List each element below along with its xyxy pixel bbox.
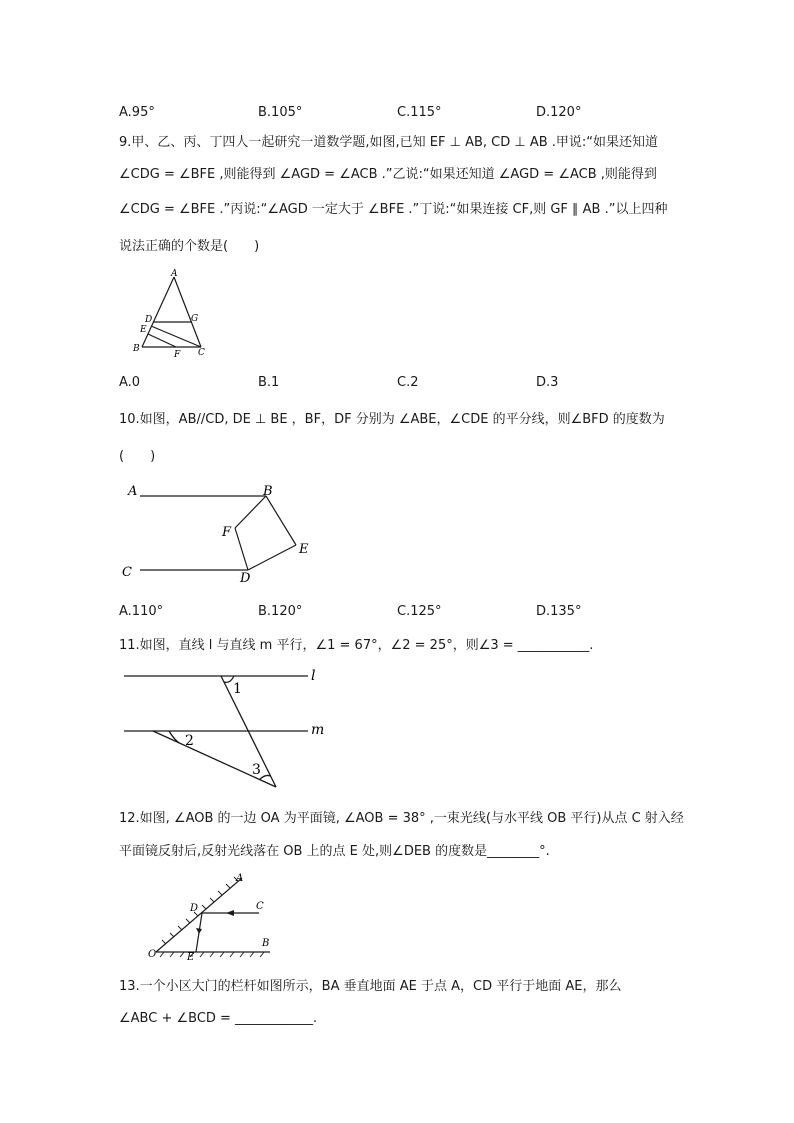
q8-option-c: C.115° xyxy=(397,105,442,120)
q9-label-d: D xyxy=(145,315,153,325)
q10-label-b: B xyxy=(263,484,273,499)
q11-label-m: m xyxy=(311,722,325,738)
q13-text-line-2: ∠ABC + ∠BCD = ____________. xyxy=(119,1011,318,1026)
q10-label-f: F xyxy=(222,525,232,540)
q10-label-a: A xyxy=(128,484,138,499)
q11-angle-2: 2 xyxy=(185,733,194,749)
q9-label-g: G xyxy=(191,314,199,324)
q9-option-b: B.1 xyxy=(258,375,280,390)
q12-label-d: D xyxy=(190,903,199,914)
q9-text-line-1: 9.甲、乙、丙、丁四人一起研究一道数学题,如图,已知 EF ⊥ AB, CD ⊥ AB .甲说:“如果还知道 xyxy=(119,135,659,150)
q10-label-e: E xyxy=(299,542,309,557)
q10-label-c: C xyxy=(122,565,132,580)
q8-option-b: B.105° xyxy=(258,105,303,120)
q12-label-e: E xyxy=(187,952,195,960)
q9-option-c: C.2 xyxy=(397,375,419,390)
q11-angle-1: 1 xyxy=(233,681,242,697)
q12-label-a: A xyxy=(236,873,244,884)
q9-label-c: C xyxy=(198,348,205,358)
q8-option-d: D.120° xyxy=(536,105,582,120)
q10-option-c: C.125° xyxy=(397,604,442,619)
q10-option-b: B.120° xyxy=(258,604,303,619)
q9-text-line-2: ∠CDG = ∠BFE ,则能得到 ∠AGD = ∠ACB .”乙说:“如果还知道 ∠AGD = ∠ACB ,则能得到 xyxy=(119,167,657,182)
q9-label-e: E xyxy=(140,325,147,335)
q9-label-b: B xyxy=(133,344,140,354)
q10-text-line-2: ( ) xyxy=(119,449,156,464)
q12-label-c: C xyxy=(256,901,264,912)
q9-label-a: A xyxy=(171,269,178,279)
q10-option-d: D.135° xyxy=(536,604,582,619)
q10-option-a: A.110° xyxy=(119,604,164,619)
q11-angle-3: 3 xyxy=(252,762,261,778)
q10-figure xyxy=(118,478,328,588)
q12-label-b: B xyxy=(262,938,270,949)
q9-text-line-4: 说法正确的个数是( ) xyxy=(119,239,260,254)
q12-label-o: O xyxy=(148,949,157,960)
q11-label-l: l xyxy=(311,668,316,684)
q8-option-a: A.95° xyxy=(119,105,155,120)
q9-triangle-figure xyxy=(128,268,218,360)
q11-text-line-1: 11.如图，直线 l 与直线 m 平行，∠1 = 67°，∠2 = 25°，则∠3 = ___________. xyxy=(119,638,594,653)
q12-mirror-figure xyxy=(142,868,282,960)
q12-text-line-2: 平面镜反射后,反射光线落在 OB 上的点 E 处,则∠DEB 的度数是________°. xyxy=(119,844,550,859)
q13-text-line-1: 13.一个小区大门的栏杆如图所示，BA 垂直地面 AE 于点 A，CD 平行于地面 AE，那么 xyxy=(119,979,622,994)
q11-figure xyxy=(118,664,340,792)
q9-text-line-3: ∠CDG = ∠BFE .”丙说:“∠AGD 一定大于 ∠BFE .”丁说:“如果连接 CF,则 GF ∥ AB .”以上四种 xyxy=(119,202,668,217)
q10-text-line-1: 10.如图，AB//CD, DE ⊥ BE ，BF，DF 分别为 ∠ABE，∠CDE 的平分线，则∠BFD 的度数为 xyxy=(119,412,665,427)
q9-option-a: A.0 xyxy=(119,375,141,390)
q10-label-d: D xyxy=(240,571,251,586)
q12-text-line-1: 12.如图, ∠AOB 的一边 OA 为平面镜, ∠AOB = 38° ,一束光线(与水平线 OB 平行)从点 C 射入经 xyxy=(119,811,684,826)
q9-option-d: D.3 xyxy=(536,375,559,390)
q9-label-f: F xyxy=(174,350,181,360)
